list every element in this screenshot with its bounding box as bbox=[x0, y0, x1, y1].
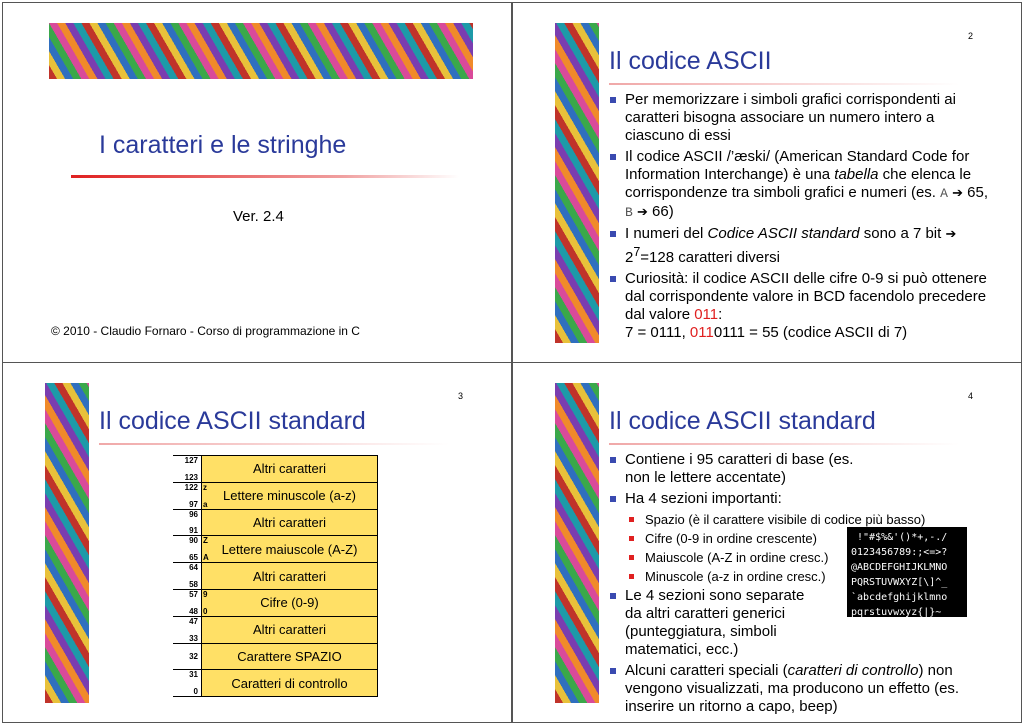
sub-bullet-item: Spazio (è il carattere visibile di codice più basso) bbox=[609, 511, 979, 528]
range-label: Lettere minuscole (a-z) bbox=[201, 483, 378, 509]
decorative-side-bar bbox=[555, 383, 599, 703]
ascii-line: 0123456789:;<=>? bbox=[851, 547, 948, 558]
page-number: 2 bbox=[967, 31, 973, 41]
table-row: 57 48 Cifre (0-9) 9 0 bbox=[173, 590, 378, 617]
sub-bullet-item: Maiuscole (A-Z in ordine cresc.) bbox=[609, 549, 979, 566]
table-row: 32 Carattere SPAZIO bbox=[173, 644, 378, 671]
arrow-icon: ➔ bbox=[952, 185, 964, 200]
table-row: 64 58 Altri caratteri bbox=[173, 563, 378, 590]
range-label: Cifre (0-9) bbox=[201, 590, 378, 616]
slide-1 bbox=[2, 2, 512, 363]
bullet-item: Curiosità: il codice ASCII delle cifre 0-9 si può ottenere dal corrispondente valore in BCD facendolo precedere dal valore 011: 7 = 0111, 0110111 = 55 (codice ASCII di 7) bbox=[609, 270, 989, 342]
arrow-icon: ➔ bbox=[636, 204, 648, 219]
title-underline bbox=[609, 443, 959, 445]
slide-4 bbox=[512, 362, 1022, 723]
bullet-item: Ha 4 sezioni importanti: bbox=[609, 490, 979, 508]
page-number: 3 bbox=[457, 391, 463, 401]
ascii-line: !"#$%&'()*+,-./ bbox=[851, 532, 948, 543]
range-label: Altri caratteri bbox=[201, 456, 378, 482]
range-label: Lettere maiuscole (A-Z) bbox=[201, 536, 378, 562]
range-label: Altri caratteri bbox=[201, 617, 378, 643]
bullet-list bbox=[609, 91, 989, 345]
slide-title: Il codice ASCII bbox=[609, 47, 772, 75]
table-row: 47 33 Altri caratteri bbox=[173, 617, 378, 644]
ascii-line: PQRSTUVWXYZ[\]^_ bbox=[851, 577, 948, 588]
slide-title: Il codice ASCII standard bbox=[99, 407, 366, 435]
decorative-side-bar bbox=[555, 23, 599, 343]
bullet-item: Le 4 sezioni sono separate da altri caratteri generici (punteggiatura, simboli matematici, ecc.) bbox=[609, 587, 825, 659]
arrow-icon: ➔ bbox=[945, 226, 957, 241]
table-row: 127 123 Altri caratteri bbox=[173, 455, 378, 483]
title-underline bbox=[99, 443, 449, 445]
ascii-ranges-table bbox=[173, 455, 378, 697]
decorative-side-bar bbox=[45, 383, 89, 703]
range-label: Carattere SPAZIO bbox=[201, 644, 378, 670]
table-row: 90 65 Lettere maiuscole (A-Z) Z A bbox=[173, 536, 378, 563]
range-label: Caratteri di controllo bbox=[201, 670, 378, 696]
ascii-line: pqrstuvwxyz{|}~ bbox=[851, 607, 942, 618]
title-underline bbox=[71, 175, 459, 178]
page-number: 4 bbox=[967, 391, 973, 401]
bullet-item: Per memorizzare i simboli grafici corrispondenti ai caratteri bisogna associare un numero intero a ciascuno di essi bbox=[609, 91, 989, 145]
ascii-line: `abcdefghijklmno bbox=[851, 592, 948, 603]
decorative-banner bbox=[49, 23, 473, 79]
table-row: 96 91 Altri caratteri bbox=[173, 510, 378, 537]
sub-bullet-item: Cifre (0-9 in ordine crescente) bbox=[609, 530, 979, 547]
bullet-item: Alcuni caratteri speciali (caratteri di controllo) non vengono visualizzati, ma producono un effetto (es. inserire un ritorno a capo, beep) bbox=[609, 662, 979, 716]
version-label: Ver. 2.4 bbox=[233, 208, 284, 225]
slide-title: Il codice ASCII standard bbox=[609, 407, 876, 435]
range-label: Altri caratteri bbox=[201, 510, 378, 536]
range-label: Altri caratteri bbox=[201, 563, 378, 589]
bullet-item: I numeri del Codice ASCII standard sono a 7 bit ➔ $2^7=128$ caratteri diversi bbox=[609, 225, 989, 267]
ascii-line: @ABCDEFGHIJKLMNO bbox=[851, 562, 948, 573]
sub-bullet-item: Minuscole (a-z in ordine cresc.) bbox=[609, 568, 979, 585]
bullet-item: Contiene i 95 caratteri di base (es. non le lettere accentate) bbox=[609, 451, 855, 487]
table-row: 122 97 Lettere minuscole (a-z) z a bbox=[173, 483, 378, 510]
slide-2 bbox=[512, 2, 1022, 363]
bullet-item: Il codice ASCII /’æski/ (American Standard Code for Information Interchange) è una tabella che elenca le corrispondenze tra simboli grafici e numeri (es. A ➔ 65, B ➔ 66) bbox=[609, 148, 989, 222]
copyright-footer: © 2010 - Claudio Fornaro - Corso di programmazione in C bbox=[51, 324, 360, 338]
slide-3 bbox=[2, 362, 512, 723]
title-underline bbox=[609, 83, 959, 85]
slide-title: I caratteri e le stringhe bbox=[99, 131, 347, 159]
ascii-printable-chars-box bbox=[847, 527, 967, 617]
table-row: 31 0 Caratteri di controllo bbox=[173, 670, 378, 697]
